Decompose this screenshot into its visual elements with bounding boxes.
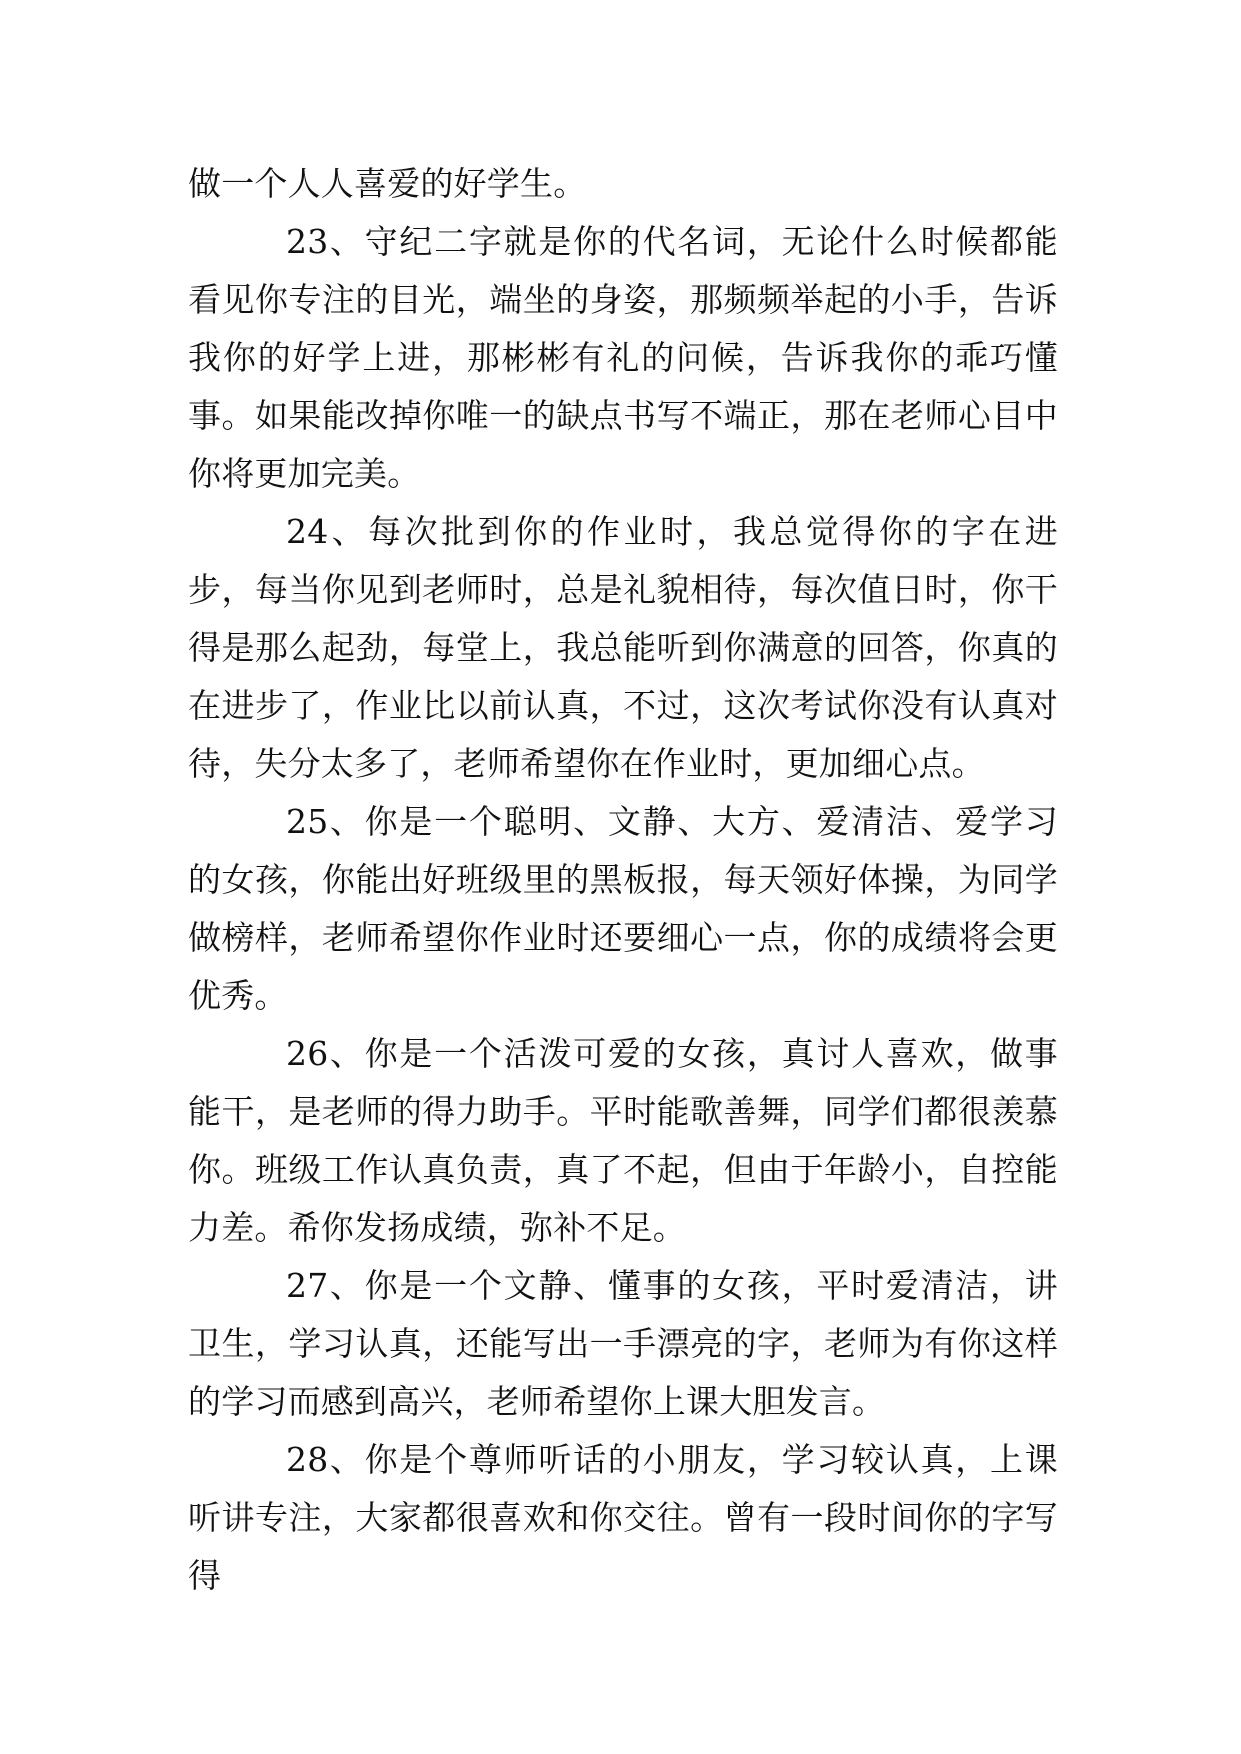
paragraph-24: 24、每次批到你的作业时，我总觉得你的字在进步，每当你见到老师时，总是礼貌相待，每次值日时，你干得是那么起劲，每堂上，我总能听到你满意的回答，你真的在进步了，作业比以前认真，不过，这次考试你没有认真对待，失分太多了，老师希望你在作业时，更加细心点。: [188, 512, 1058, 783]
paragraph-continued: 做一个人人喜爱的好学生。: [188, 164, 587, 203]
document-body: [188, 155, 1058, 1605]
paragraph-26: 26、你是一个活泼可爱的女孩，真讨人喜欢，做事能干，是老师的得力助手。平时能歌善舞，同学们都很羡慕你。班级工作认真负责，真了不起，但由于年龄小，自控能力差。希你发扬成绩，弥补不足。: [188, 1034, 1058, 1247]
paragraph-25: 25、你是一个聪明、文静、大方、爱清洁、爱学习的女孩，你能出好班级里的黑板报，每天领好体操，为同学做榜样，老师希望你作业时还要细心一点，你的成绩将会更优秀。: [188, 802, 1058, 1015]
paragraph-27: 27、你是一个文静、懂事的女孩，平时爱清洁，讲卫生，学习认真，还能写出一手漂亮的字，老师为有你这样的学习而感到高兴，老师希望你上课大胆发言。: [188, 1266, 1058, 1421]
paragraph-28: 28、你是个尊师听话的小朋友，学习较认真，上课听讲专注，大家都很喜欢和你交往。曾有一段时间你的字写得: [188, 1440, 1058, 1595]
paragraph-23: 23、守纪二字就是你的代名词，无论什么时候都能看见你专注的目光，端坐的身姿，那频频举起的小手，告诉我你的好学上进，那彬彬有礼的问候，告诉我你的乖巧懂事。如果能改掉你唯一的缺点书写不端正，那在老师心目中你将更加完美。: [188, 222, 1058, 493]
